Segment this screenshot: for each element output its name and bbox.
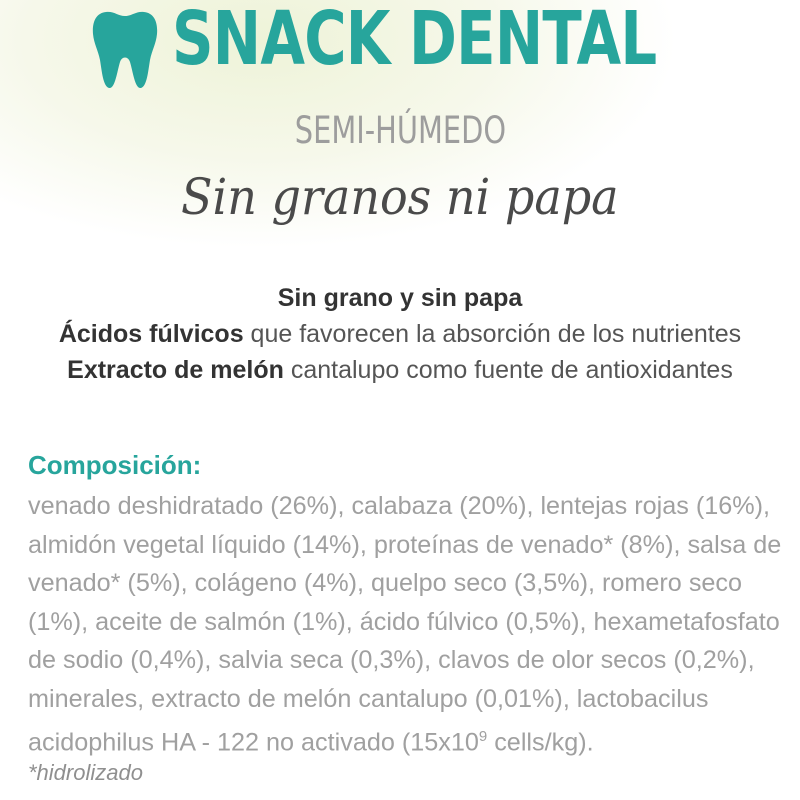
composition-line-part: cells/kg). (487, 728, 594, 757)
feature-item (0, 352, 800, 388)
feature-rest: cantalupo como fuente de antioxidantes (283, 356, 733, 384)
composition-line: minerales, extracto de melón cantalupo (0,01%), lactobacilus (28, 684, 709, 713)
composition-line: (1%), aceite de salmón (1%), ácido fúlvico (0,5%), hexametafosfato (28, 607, 780, 636)
tagline-text: Sin granos ni papa (181, 168, 619, 226)
composition-text (28, 487, 782, 762)
feature-bold: Sin grano y sin papa (277, 284, 523, 312)
tooth-icon (92, 10, 158, 90)
feature-item (0, 316, 800, 352)
product-variant-text: SEMI-HÚMEDO (294, 109, 506, 152)
tagline (0, 170, 800, 225)
header (0, 0, 800, 100)
footnote: *hidrolizado (28, 760, 143, 785)
feature-list (0, 280, 800, 388)
brand-title: SNACK DENTAL (172, 0, 657, 82)
composition-line: venado deshidratado (26%), calabaza (20%), lentejas rojas (16%), (28, 492, 771, 520)
exponent: 9 (478, 728, 488, 745)
feature-bold: Ácidos fúlvicos (58, 320, 244, 348)
product-variant (0, 109, 800, 152)
feature-item (0, 280, 800, 316)
composition-line: almidón vegetal líquido (14%), proteínas de venado* (8%), salsa de (28, 530, 782, 559)
composition-line: venado* (5%), colágeno (4%), quelpo seco (3,5%), romero seco (28, 569, 743, 597)
composition-line-last (28, 718, 778, 762)
composition-line-part: acidophilus HA - 122 no activado (15x10 (28, 728, 479, 757)
feature-bold: Extracto de melón (67, 356, 284, 384)
feature-rest: que favorecen la absorción de los nutrientes (243, 320, 742, 348)
composition-line: de sodio (0,4%), salvia seca (0,3%), clavos de olor secos (0,2%), (28, 646, 755, 674)
composition-title: Composición: (28, 450, 202, 480)
